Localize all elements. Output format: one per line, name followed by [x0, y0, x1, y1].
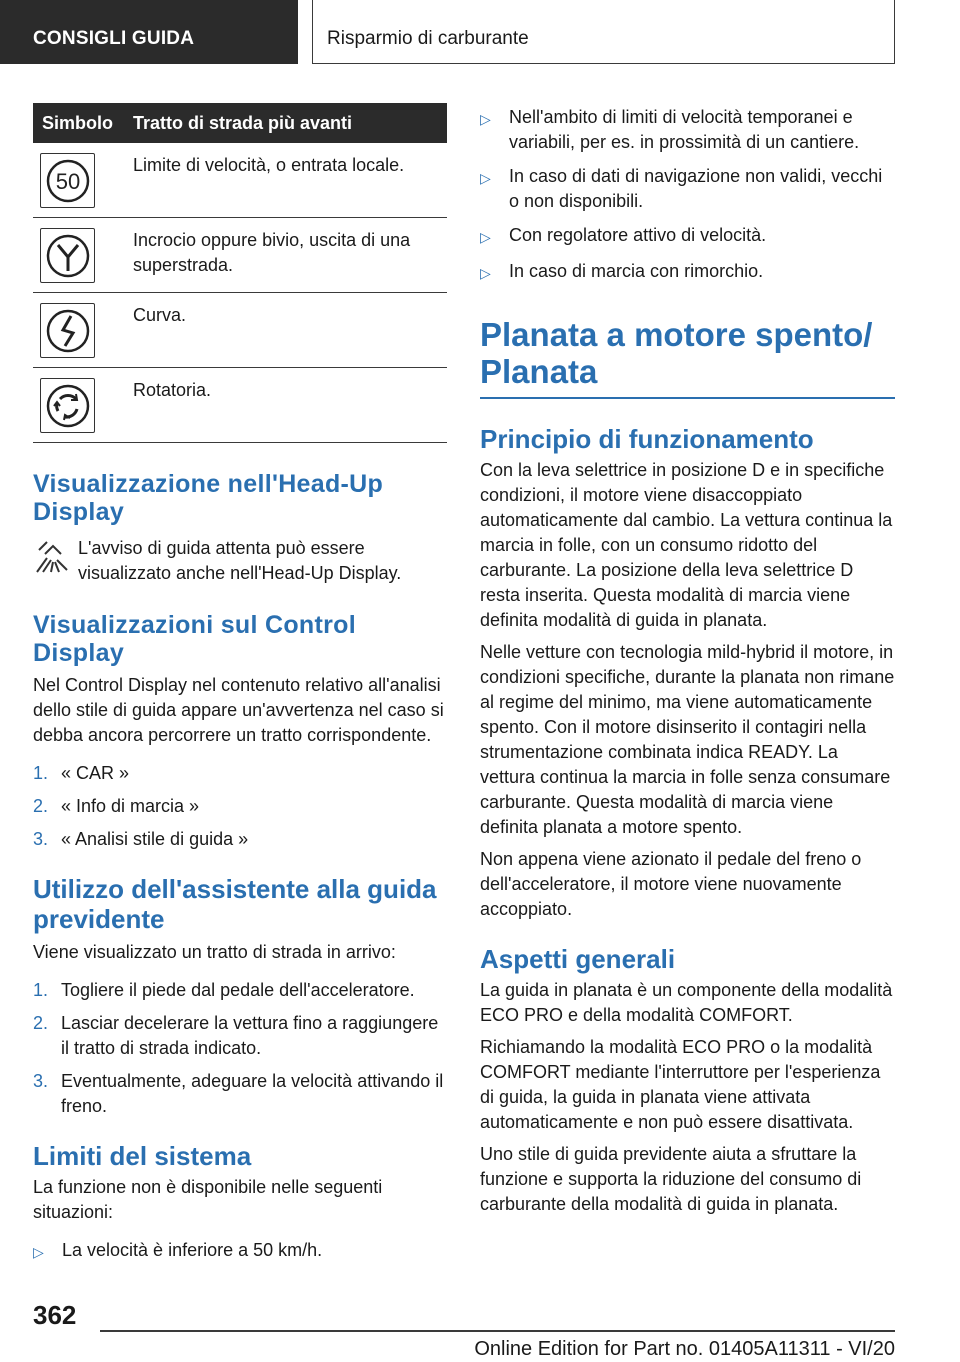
list-item: 3. « Analisi stile di guida »	[33, 829, 249, 849]
general-paragraph-2: Richiamando la modalità ECO PRO o la modalità COMFORT mediante l'interruttore per l'esperienza di guida, la guida in planata viene attivata automaticamente e non può essere disattivata.	[480, 1036, 881, 1132]
chapter-title: Risparmio di carburante	[312, 0, 895, 64]
control-display-paragraph: Nel Control Display nel contenuto relativo all'analisi dello stile di guida appare un'avvertenza nel caso si debba ancora percorrere un tratto corrispondente.	[33, 675, 444, 745]
list-item: 2. « Info di marcia »	[33, 796, 200, 816]
list-item: ▷ In caso di dati di navigazione non validi, vecchi o non disponibili.	[480, 164, 895, 214]
bullet-triangle-icon: ▷	[480, 229, 491, 245]
general-heading: Aspetti generali	[480, 943, 676, 974]
col-header-description: Tratto di strada più avanti	[133, 112, 353, 133]
coasting-title: Planata a motore spento/ Planata	[480, 316, 873, 390]
roundabout-icon	[40, 378, 95, 433]
bullet-triangle-icon: ▷	[33, 1244, 44, 1260]
list-item: ▷ In caso di marcia con rimorchio.	[480, 259, 895, 286]
row-description: Rotatoria.	[133, 380, 212, 400]
speed-limit-number: 50	[55, 168, 80, 194]
list-item: ▷ La velocità è inferiore a 50 km/h.	[33, 1238, 447, 1265]
page-number: 362	[33, 1300, 77, 1330]
principle-paragraph-1: Con la leva selettrice in posizione D e in specifiche condizioni, il motore viene disaccoppiato automaticamente dal cambio. La vettura continua la marcia in folle, con un consumo ridotto del carburante. La posizione della leva selettrice D resta inserita. Questa modalità di marcia viene definita modalità di guida in planata.	[480, 459, 893, 630]
limits-heading: Limiti del sistema	[33, 1141, 252, 1171]
footer-rule	[100, 1330, 895, 1332]
list-item: ▷ Con regolatore attivo di velocità.	[480, 223, 895, 250]
list-item: 1. « CAR »	[33, 763, 130, 783]
footer-edition: Online Edition for Part no. 01405A11311 - VI/20	[474, 1338, 895, 1360]
principle-heading: Principio di funzionamento	[480, 423, 814, 454]
table-row	[33, 143, 447, 218]
control-display-heading: Visualizzazioni sul Control Display	[33, 611, 356, 667]
hud-note	[33, 536, 447, 586]
assistant-intro: Viene visualizzato un tratto di strada in arrivo:	[33, 942, 396, 962]
table-row	[33, 368, 447, 443]
assistant-heading: Utilizzo dell'assistente alla guida previdente	[33, 874, 437, 934]
right-column	[480, 103, 895, 1217]
row-description: Limite di velocità, o entrata locale.	[133, 155, 405, 175]
symbol-table-header	[33, 103, 447, 143]
left-column	[33, 103, 447, 1265]
bullet-triangle-icon: ▷	[480, 111, 491, 127]
row-description: Curva.	[133, 305, 187, 325]
general-paragraph-1: La guida in planata è un componente della modalità ECO PRO e della modalità COMFORT.	[480, 979, 893, 1025]
principle-paragraph-3: Non appena viene azionato il pedale del freno o dell'acceleratore, il motore viene nuovamente accoppiato.	[480, 848, 862, 919]
list-item: 2. Lasciar decelerare la vettura fino a raggiungere il tratto di strada indicato.	[33, 1013, 439, 1058]
list-item: 1. Togliere il piede dal pedale dell'acceleratore.	[33, 980, 415, 1000]
assistant-steps	[33, 978, 447, 1119]
limits-intro: La funzione non è disponibile nelle seguenti situazioni:	[33, 1177, 383, 1222]
general-paragraph-3: Uno stile di guida previdente aiuta a sfruttare la funzione e supporta la riduzione del consumo di carburante della modalità di guida in planata.	[480, 1143, 862, 1214]
hud-note-icon	[33, 536, 78, 586]
principle-paragraph-2: Nelle vetture con tecnologia mild-hybrid il motore, in condizioni specifiche, durante la planata non rimane al regime del minimo, ma viene automaticamente spento. Con il motore disinserito il contagiri nella strumentazione combinata indica READY. La vettura continua la marcia in folle senza consumare carburante. Questa modalità di marcia viene definita planata a motore spento.	[480, 641, 895, 837]
section-tab: CONSIGLI GUIDA	[0, 0, 298, 64]
junction-icon	[40, 228, 95, 283]
table-row	[33, 218, 447, 293]
control-display-steps	[33, 761, 447, 852]
list-item: 3. Eventualmente, adeguare la velocità attivando il freno.	[33, 1071, 444, 1116]
speed-limit-50-icon	[40, 153, 95, 208]
bullet-triangle-icon: ▷	[480, 170, 491, 186]
curve-icon	[40, 303, 95, 358]
bullet-triangle-icon: ▷	[480, 265, 491, 281]
row-description: Incrocio oppure bivio, uscita di una superstrada.	[133, 230, 411, 275]
hud-note-text: L'avviso di guida attenta può essere visualizzato anche nell'Head-Up Display.	[78, 538, 402, 583]
list-item: ▷ Nell'ambito di limiti di velocità temporanei e variabili, per es. in prossimità di un cantiere.	[480, 105, 895, 155]
hud-heading: Visualizzazione nell'Head-Up Display	[33, 470, 384, 526]
table-row	[33, 293, 447, 368]
col-header-symbol: Simbolo	[42, 112, 113, 133]
title-rule	[480, 397, 895, 399]
